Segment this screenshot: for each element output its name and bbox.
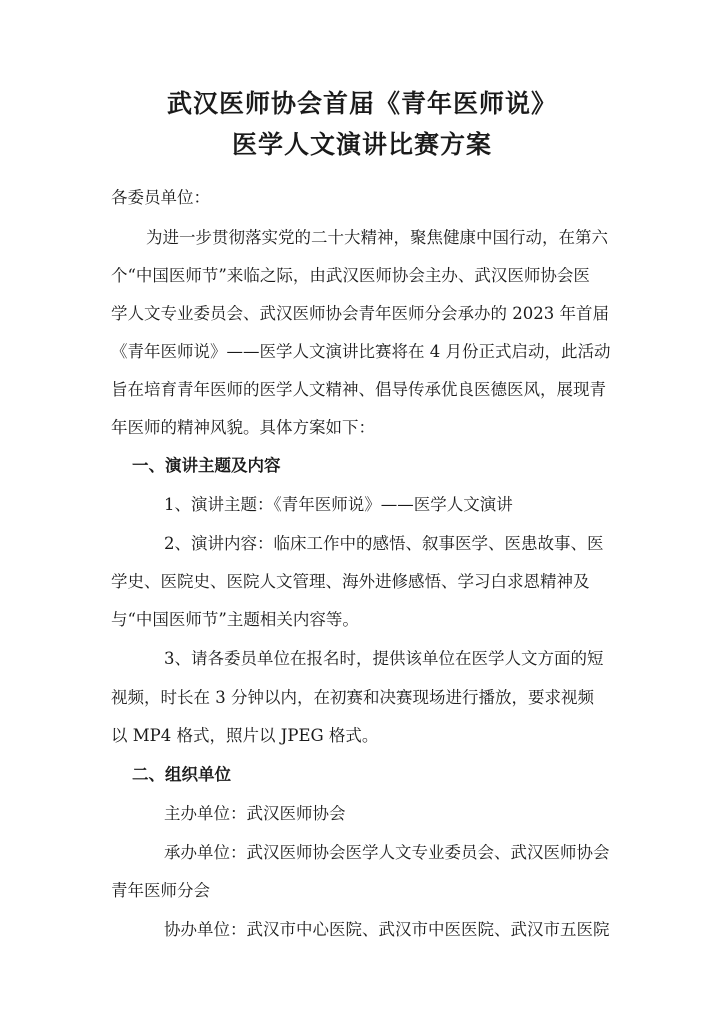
organizer-unit-line: 青年医师分会: [111, 881, 210, 900]
salutation: 各委员单位：: [111, 188, 210, 207]
document-title: [0, 83, 724, 165]
host-unit: 主办单位：武汉医师协会: [164, 804, 346, 823]
intro-line: 年医师的精神风貌。具体方案如下：: [111, 418, 375, 437]
intro-line: 旨在培育青年医师的医学人文精神、倡导传承优良医德医风，展现青: [111, 380, 606, 399]
title-line-1: 武汉医师协会首届《青年医师说》: [166, 89, 557, 118]
video-item-line: 以 MP4 格式，照片以 JPEG 格式。: [111, 726, 379, 745]
topic-item: 1、演讲主题：《青年医师说》——医学人文演讲: [164, 495, 513, 514]
intro-line: 学人文专业委员会、武汉医师协会青年医师分会承办的 2023 年首届: [111, 304, 609, 323]
content-item-line: 2、演讲内容：临床工作中的感悟、叙事医学、医患故事、医: [164, 534, 604, 553]
intro-line: 为进一步贯彻落实党的二十大精神，聚焦健康中国行动，在第六: [146, 228, 608, 247]
content-item-line: 与“中国医师节”主题相关内容等。: [111, 610, 359, 629]
video-item-line: 3、请各委员单位在报名时，提供该单位在医学人文方面的短: [164, 649, 604, 668]
title-line-2: 医学人文演讲比赛方案: [231, 130, 492, 159]
co-organizer-unit: 协办单位：武汉市中心医院、武汉市中医医院、武汉市五医院: [164, 920, 610, 939]
intro-line: 《青年医师说》——医学人文演讲比赛将在 4 月份正式启动，此活动: [111, 342, 611, 361]
section-heading-topic: 一、演讲主题及内容: [132, 456, 281, 475]
intro-line: 个“中国医师节”来临之际，由武汉医师协会主办、武汉医师协会医: [111, 266, 590, 285]
section-heading-organizers: 二、组织单位: [132, 765, 231, 784]
video-item-line: 视频，时长在 3 分钟以内，在初赛和决赛现场进行播放，要求视频: [111, 688, 594, 707]
content-item-line: 学史、医院史、医院人文管理、海外进修感悟、学习白求恩精神及: [111, 572, 590, 591]
organizer-unit-line: 承办单位：武汉医师协会医学人文专业委员会、武汉医师协会: [164, 843, 610, 862]
